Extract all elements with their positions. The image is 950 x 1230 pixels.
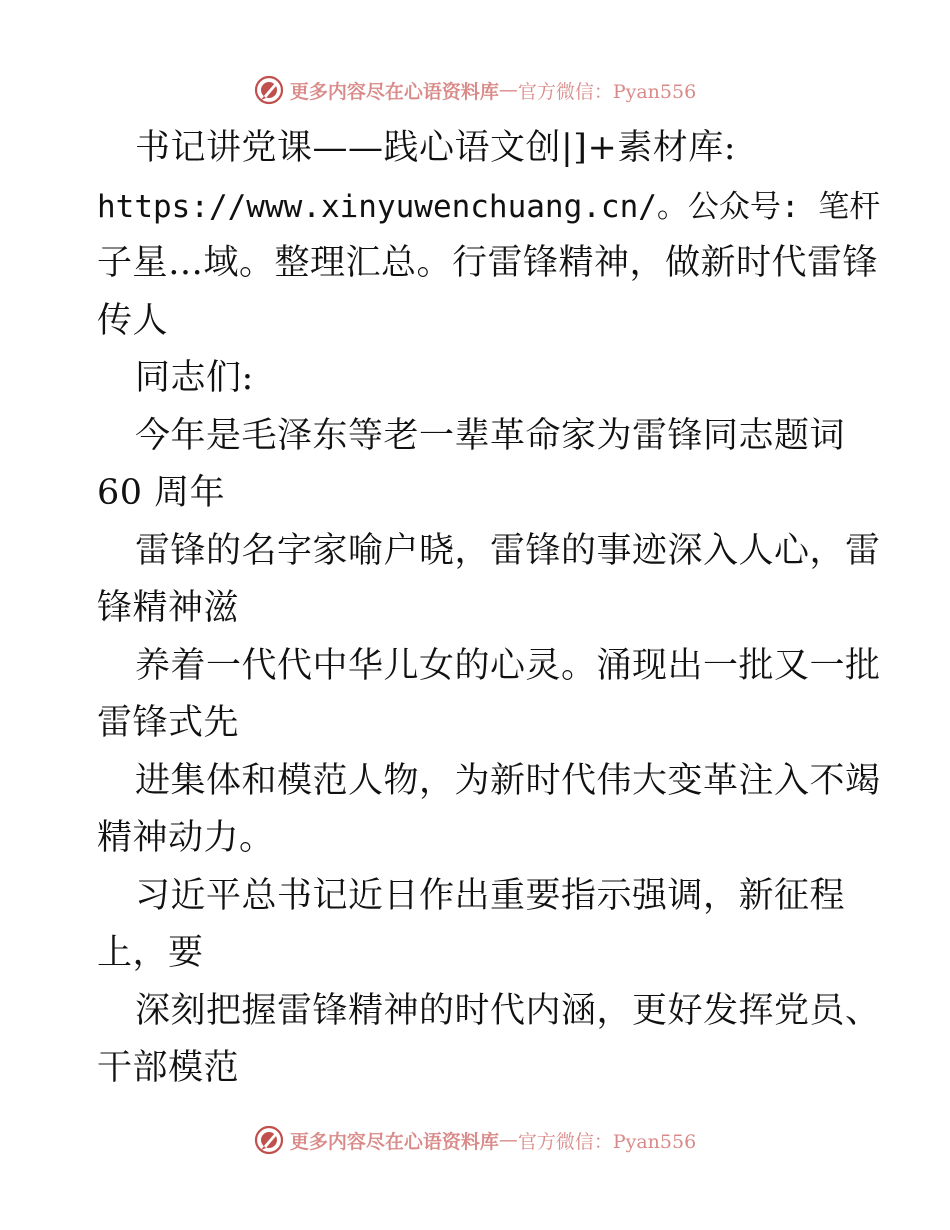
text-line: 锋精神滋 [97, 588, 240, 628]
text-line: 今年是毛泽东等老一辈革命家为雷锋同志题词 [135, 415, 846, 456]
watermark-separator: — [498, 79, 518, 101]
watermark-contact: 官方微信：Pyan556 [517, 80, 697, 103]
quill-logo-icon [254, 75, 284, 105]
text-line: 进集体和模范人物，为新时代伟大变革注入不竭 [135, 760, 881, 801]
text-line: 书记讲党课——践心语文创|]+素材库: [135, 128, 737, 168]
watermark-separator: — [498, 1129, 518, 1151]
text-line: 干部模范 [97, 1048, 240, 1088]
text-line: 养着一代代中华儿女的心灵。涌现出一批又一批 [135, 645, 881, 686]
text-line: 雷锋的名字家喻户晓，雷锋的事迹深入人心，雷 [135, 530, 881, 571]
text-line: 精神动力。 [97, 818, 275, 858]
url-text: https://www.xinyuwenchuang.cn/。公众号: 笔杆 [97, 188, 881, 225]
document-body [97, 120, 881, 1098]
text-line: 60 周年 [97, 473, 226, 513]
text-line [97, 178, 881, 236]
text-line: 同志们: [135, 358, 254, 398]
watermark-text: 更多内容尽在心语资料库 [289, 1130, 499, 1153]
footer-watermark [0, 1120, 950, 1160]
watermark-text: 更多内容尽在心语资料库 [289, 80, 499, 103]
quill-logo-icon [254, 1125, 284, 1155]
text-line: 习近平总书记近日作出重要指示强调，新征程 [135, 875, 846, 916]
text-line: 上，要 [97, 933, 204, 973]
text-line: 深刻把握雷锋精神的时代内涵，更好发挥党员、 [135, 990, 881, 1031]
text-line: 雷锋式先 [97, 703, 240, 743]
header-watermark [0, 70, 950, 110]
text-line: 子星…域。整理汇总。行雷锋精神，做新时代雷锋 [97, 243, 879, 283]
text-line: 传人 [97, 300, 169, 341]
watermark-contact: 官方微信：Pyan556 [517, 1130, 697, 1153]
